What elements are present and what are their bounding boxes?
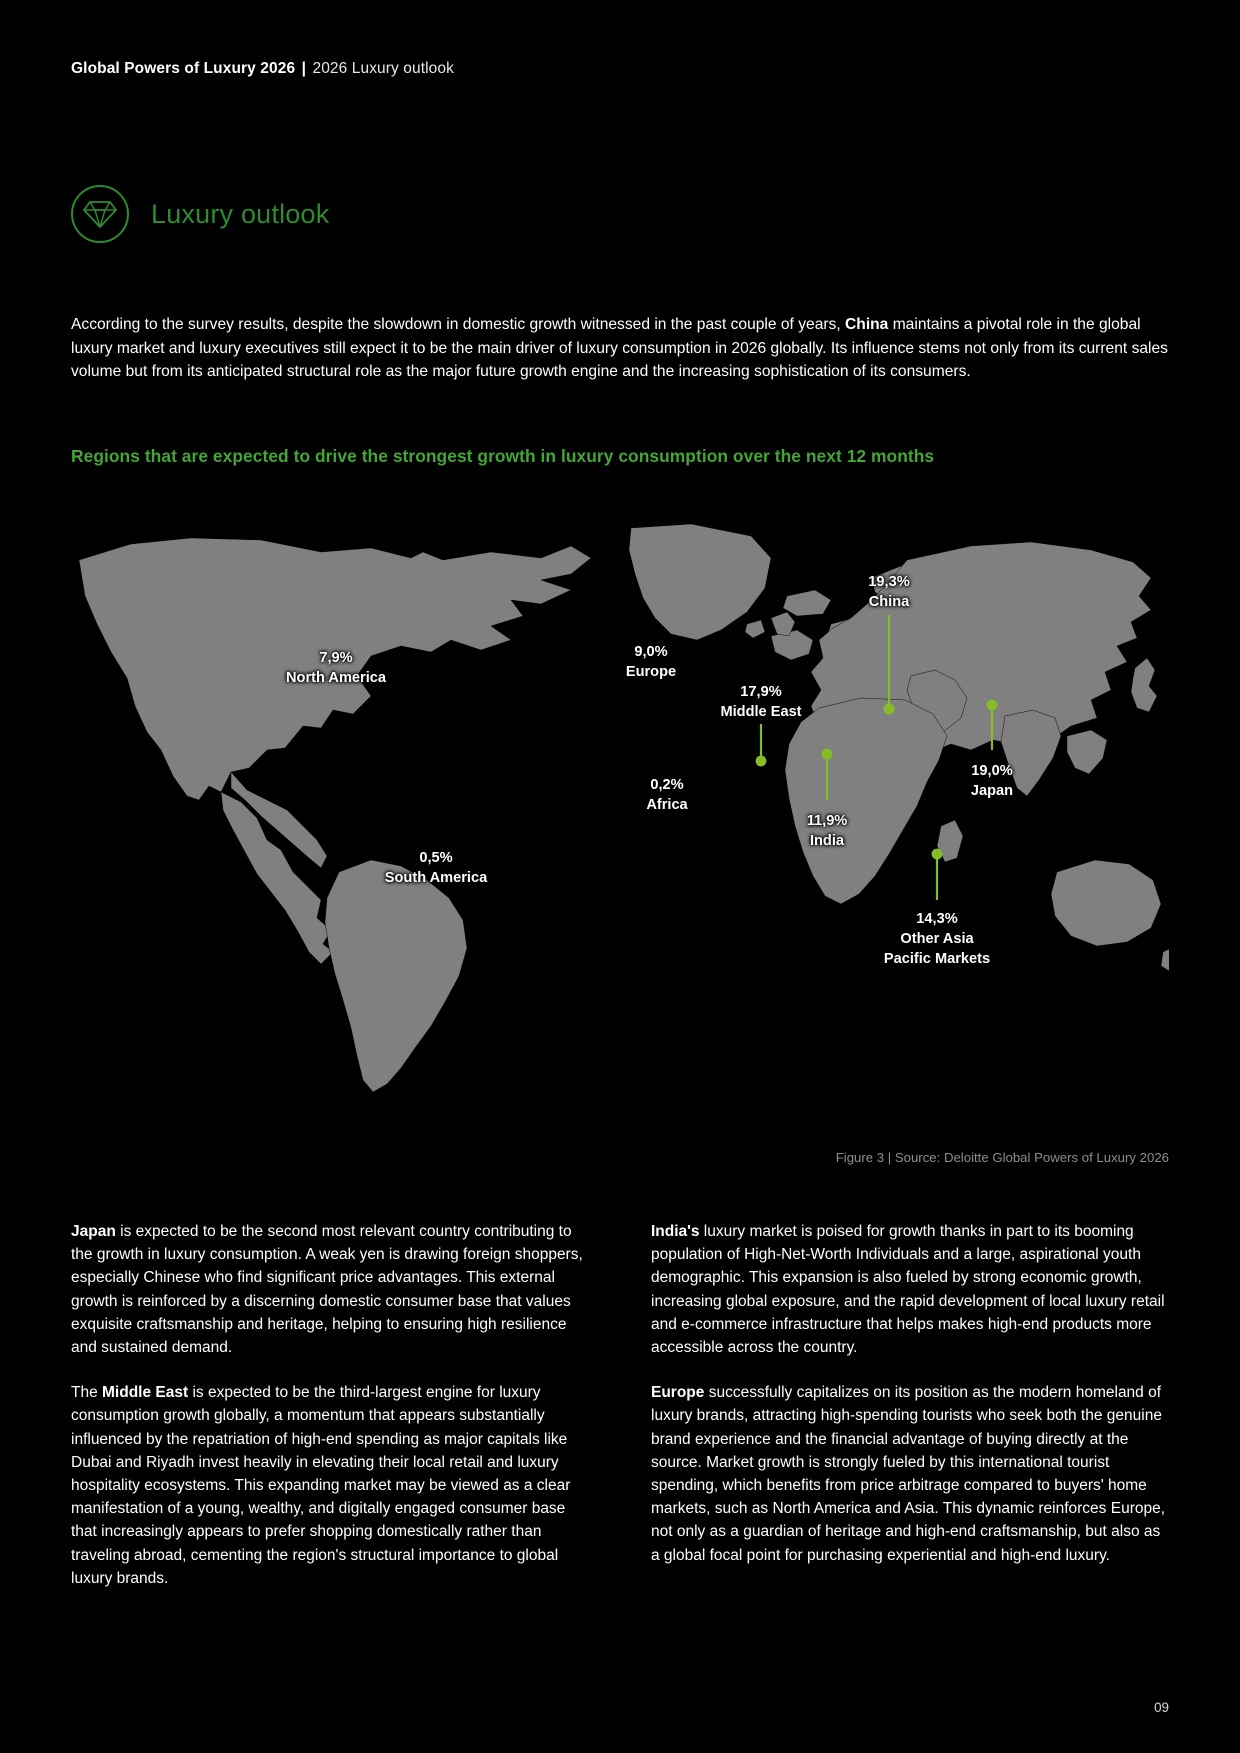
paragraph-europe-text: successfully capitalizes on its position as the modern homeland of luxury brands, attracting high-spending tourists who seek both the genuine brand experience and the financial advantage of buying directly at the source. Market growth is strongly fueled by this international tourist spending, which benefits from price arbitrage compared to buyers' home markets, such as North America and Asia. This dynamic reinforces Europe, not only as a guardian of heritage and high-end craftsmanship, but also as a global focal point for purchasing experiential and high-end luxury. xyxy=(651,1384,1166,1564)
map-label-value: 9,0% xyxy=(634,644,668,660)
intro-text-1: According to the survey results, despite the slowdown in domestic growth witnessed in the past couple of years, xyxy=(71,316,846,333)
map-landmasses xyxy=(79,524,1169,1092)
world-map-figure xyxy=(71,500,1169,1120)
map-label-value: 0,2% xyxy=(650,777,684,793)
body-column-right xyxy=(651,1220,1169,1590)
map-label-name: Japan xyxy=(970,783,1014,799)
map-marker-dot[interactable] xyxy=(884,704,895,715)
map-label-south-america xyxy=(385,848,487,888)
map-label-name: China xyxy=(868,594,910,610)
map-label-india xyxy=(807,811,848,851)
map-label-china xyxy=(868,572,909,612)
map-label-value: 17,9% xyxy=(740,684,782,700)
diamond-icon xyxy=(71,185,129,243)
map-label-name: Other Asia Pacific Markets xyxy=(883,931,991,967)
paragraph-india xyxy=(651,1220,1169,1359)
figure-caption: Figure 3 | Source: Deloitte Global Powers of Luxury 2026 xyxy=(835,1150,1169,1165)
map-label-name: Middle East xyxy=(720,704,802,720)
intro-paragraph xyxy=(71,313,1169,384)
paragraph-japan xyxy=(71,1220,589,1359)
chart-heading: Regions that are expected to drive the strongest growth in luxury consumption over the next 12 months xyxy=(71,446,935,466)
map-label-other-asia-pacific-markets xyxy=(884,909,990,969)
paragraph-europe xyxy=(651,1381,1169,1567)
paragraph-middle-east-text: is expected to be the third-largest engine for luxury consumption growth globally, a momentum that appears substantially influenced by the repatriation of high-end spending as major capitals like Dubai and Riyadh invest heavily in elevating their local retail and luxury hospitality ecosystems. This expanding market may be viewed as a clear manifestation of a young, wealthy, and digitally engaged consumer base that increasingly appears to prefer shopping domestically rather than traveling abroad, cementing the region's structural importance to global luxury brands. xyxy=(71,1384,571,1587)
intro-bold-china: China xyxy=(845,316,889,333)
paragraph-middle-east-prefix: The xyxy=(71,1384,103,1402)
paragraph-middle-east-lead: Middle East xyxy=(102,1384,189,1402)
map-label-middle-east xyxy=(720,682,801,722)
map-label-europe xyxy=(626,642,676,682)
map-label-name: South America xyxy=(384,870,488,886)
intro-text-2: maintains a pivotal role in the global luxury market and luxury executives still expect it to be the main driver of luxury consumption in 2026 globally. Its influence stems not only from its current sales volume but from its anticipated structural role as the major future growth engine and the increasing sophistication of its consumers. xyxy=(71,316,1168,381)
paragraph-india-lead: India's xyxy=(651,1223,700,1240)
map-label-north-america xyxy=(286,648,386,688)
map-marker-dot[interactable] xyxy=(822,749,833,760)
map-marker-dot[interactable] xyxy=(756,756,767,767)
map-label-value: 19,0% xyxy=(971,763,1013,779)
map-label-name: Africa xyxy=(646,797,688,813)
paragraph-middle-east xyxy=(71,1381,589,1590)
paragraph-europe-lead: Europe xyxy=(651,1384,705,1402)
running-header-separator: | xyxy=(301,60,307,77)
map-label-value: 7,9% xyxy=(319,650,353,666)
map-marker-dot[interactable] xyxy=(987,700,998,711)
body-column-left xyxy=(71,1220,589,1590)
page-title: Luxury outlook xyxy=(151,198,330,229)
running-header-title: Global Powers of Luxury 2026 xyxy=(71,60,296,77)
map-label-value: 11,9% xyxy=(806,813,848,829)
map-label-japan xyxy=(971,761,1013,801)
running-header xyxy=(71,60,454,78)
map-marker-dot[interactable] xyxy=(932,849,943,860)
map-label-value: 14,3% xyxy=(916,911,958,927)
map-label-name: India xyxy=(809,833,845,849)
map-label-name: North America xyxy=(285,670,387,686)
paragraph-india-text: luxury market is poised for growth thanks in part to its booming population of High-Net-Worth Individuals and a large, aspirational youth demographic. This expansion is also fueled by strong economic growth, increasing global exposure, and the rapid development of local luxury retail and e-commerce infrastructure that helps makes high-end products more accessible across the country. xyxy=(651,1223,1165,1357)
map-label-value: 0,5% xyxy=(419,850,453,866)
map-label-africa xyxy=(646,775,687,815)
running-header-subtitle: 2026 Luxury outlook xyxy=(312,60,454,77)
map-label-value: 19,3% xyxy=(868,574,910,590)
page-number: 09 xyxy=(1154,1700,1169,1715)
map-label-name: Europe xyxy=(625,664,677,680)
paragraph-japan-text: is expected to be the second most relevant country contributing to the growth in luxury consumption. A weak yen is drawing foreign shoppers, especially Chinese who find significant price advantages. This external growth is reinforced by a discerning domestic consumer base that values exquisite craftsmanship and heritage, helping to ensuring high resilience and sustained demand. xyxy=(71,1223,583,1357)
paragraph-japan-lead: Japan xyxy=(71,1223,116,1240)
body-columns xyxy=(71,1220,1169,1590)
world-map-svg xyxy=(71,500,1169,1120)
section-header xyxy=(71,185,329,243)
